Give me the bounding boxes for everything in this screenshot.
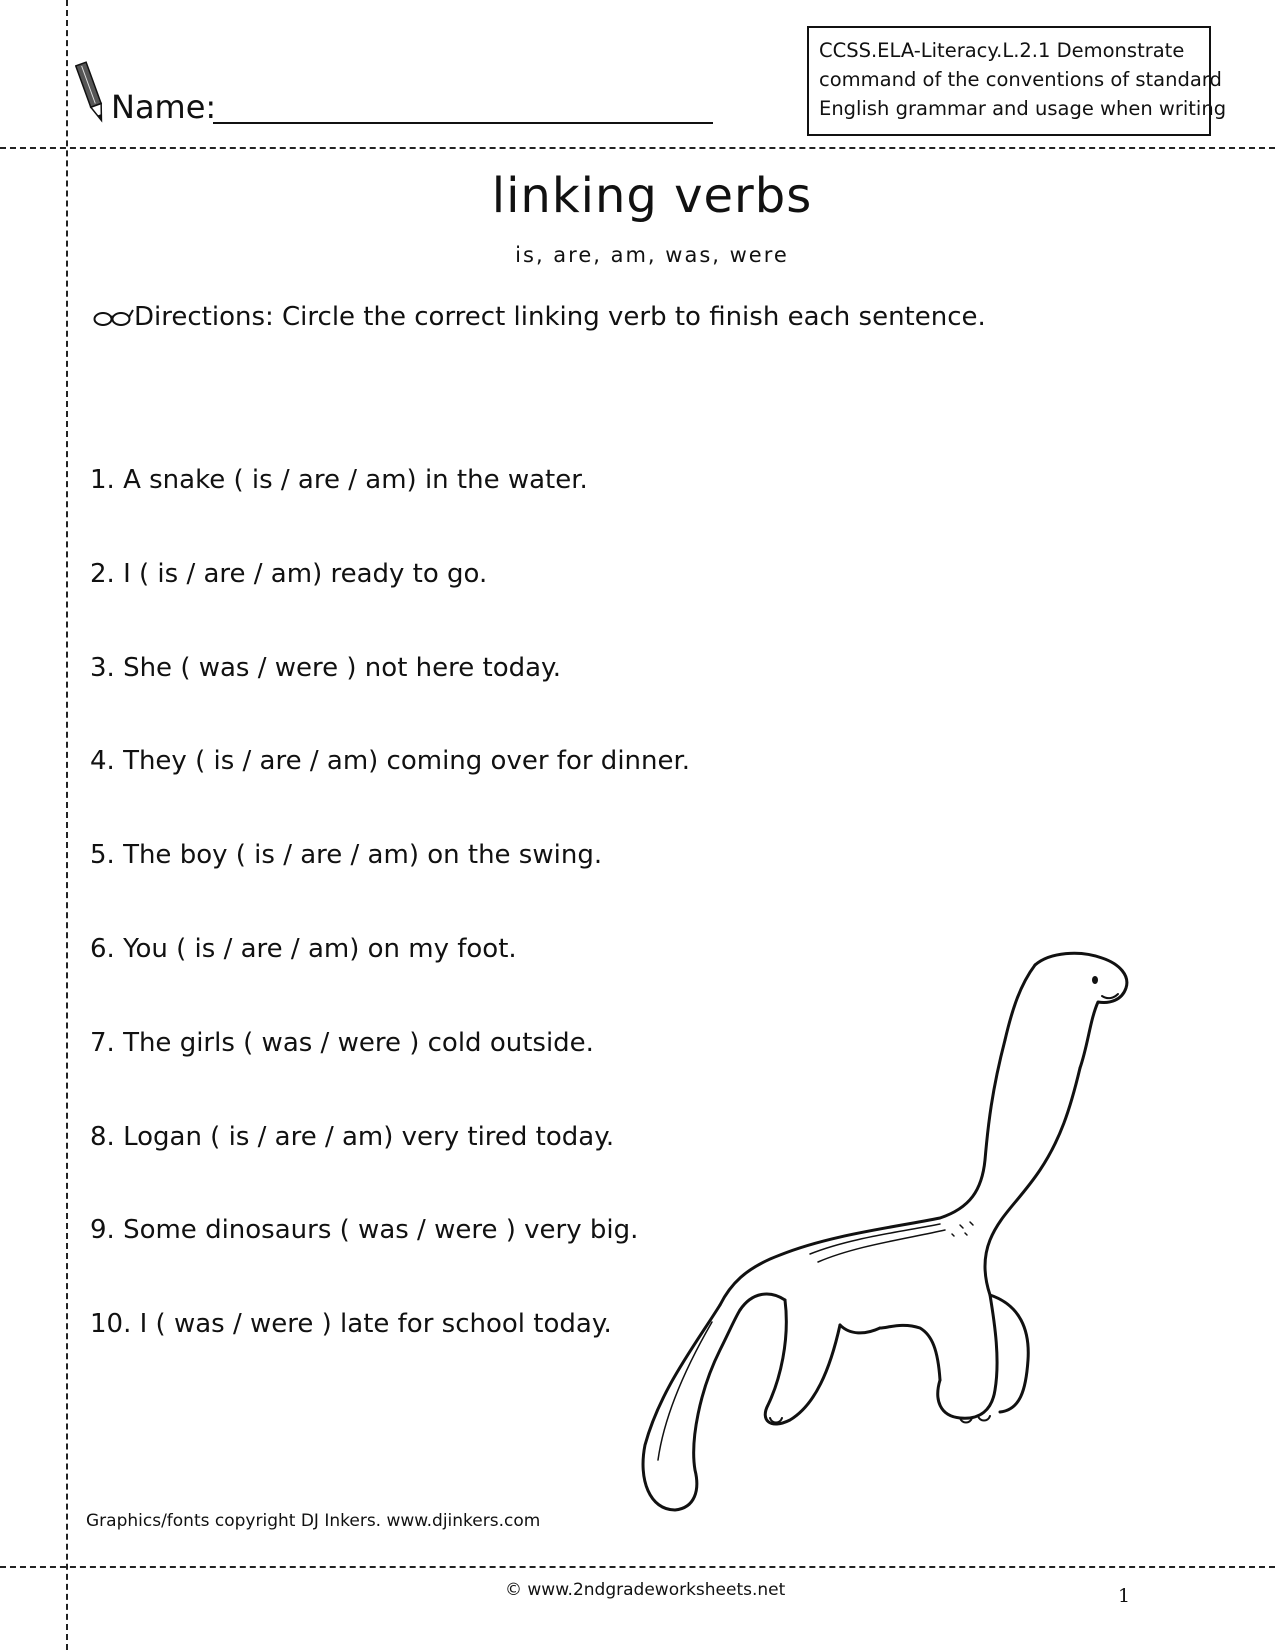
directions-text: Directions: Circle the correct linking verb to finish each sentence. (134, 302, 986, 332)
question-item[interactable]: 4. They ( is / are / am) coming over for dinner. (90, 746, 691, 777)
standard-line: CCSS.ELA-Literacy.L.2.1 Demonstrate (819, 39, 1185, 62)
name-field (75, 58, 735, 128)
glasses-icon (92, 305, 134, 329)
dinosaur-illustration (640, 950, 1200, 1520)
graphics-credit: Graphics/fonts copyright DJ Inkers. www.djinkers.com (86, 1511, 541, 1531)
worksheet-title: linking verbs (491, 168, 813, 224)
question-item[interactable]: 5. The boy ( is / are / am) on the swing. (90, 840, 603, 871)
top-cut-line (0, 147, 1275, 149)
name-label: Name: (111, 88, 217, 126)
question-item[interactable]: 7. The girls ( was / were ) cold outside. (90, 1027, 594, 1058)
question-item[interactable]: 1. A snake ( is / are / am) in the water. (90, 465, 588, 495)
name-write-line[interactable] (213, 122, 713, 124)
question-item[interactable]: 10. I ( was / were ) late for school today. (90, 1309, 612, 1340)
standard-box (807, 26, 1227, 136)
pencil-icon (75, 58, 109, 128)
directions (92, 302, 986, 332)
question-item[interactable]: 2. I ( is / are / am) ready to go. (90, 558, 488, 589)
question-list (90, 465, 690, 1403)
question-item[interactable]: 8. Logan ( is / are / am) very tired today. (90, 1121, 615, 1152)
page-number: 1 (1118, 1585, 1131, 1607)
standard-line: English grammar and usage when writing (819, 97, 1227, 120)
question-item[interactable]: 3. She ( was / were ) not here today. (90, 652, 561, 683)
bottom-cut-line (0, 1566, 1275, 1568)
verb-list: is, are, am, was, were (515, 243, 789, 267)
standard-line: command of the conventions of standard (819, 68, 1222, 91)
copyright-url: © www.2ndgradeworksheets.net (505, 1580, 786, 1600)
question-item[interactable]: 9. Some dinosaurs ( was / were ) very big. (90, 1215, 639, 1246)
question-item[interactable]: 6. You ( is / are / am) on my foot. (90, 933, 517, 964)
